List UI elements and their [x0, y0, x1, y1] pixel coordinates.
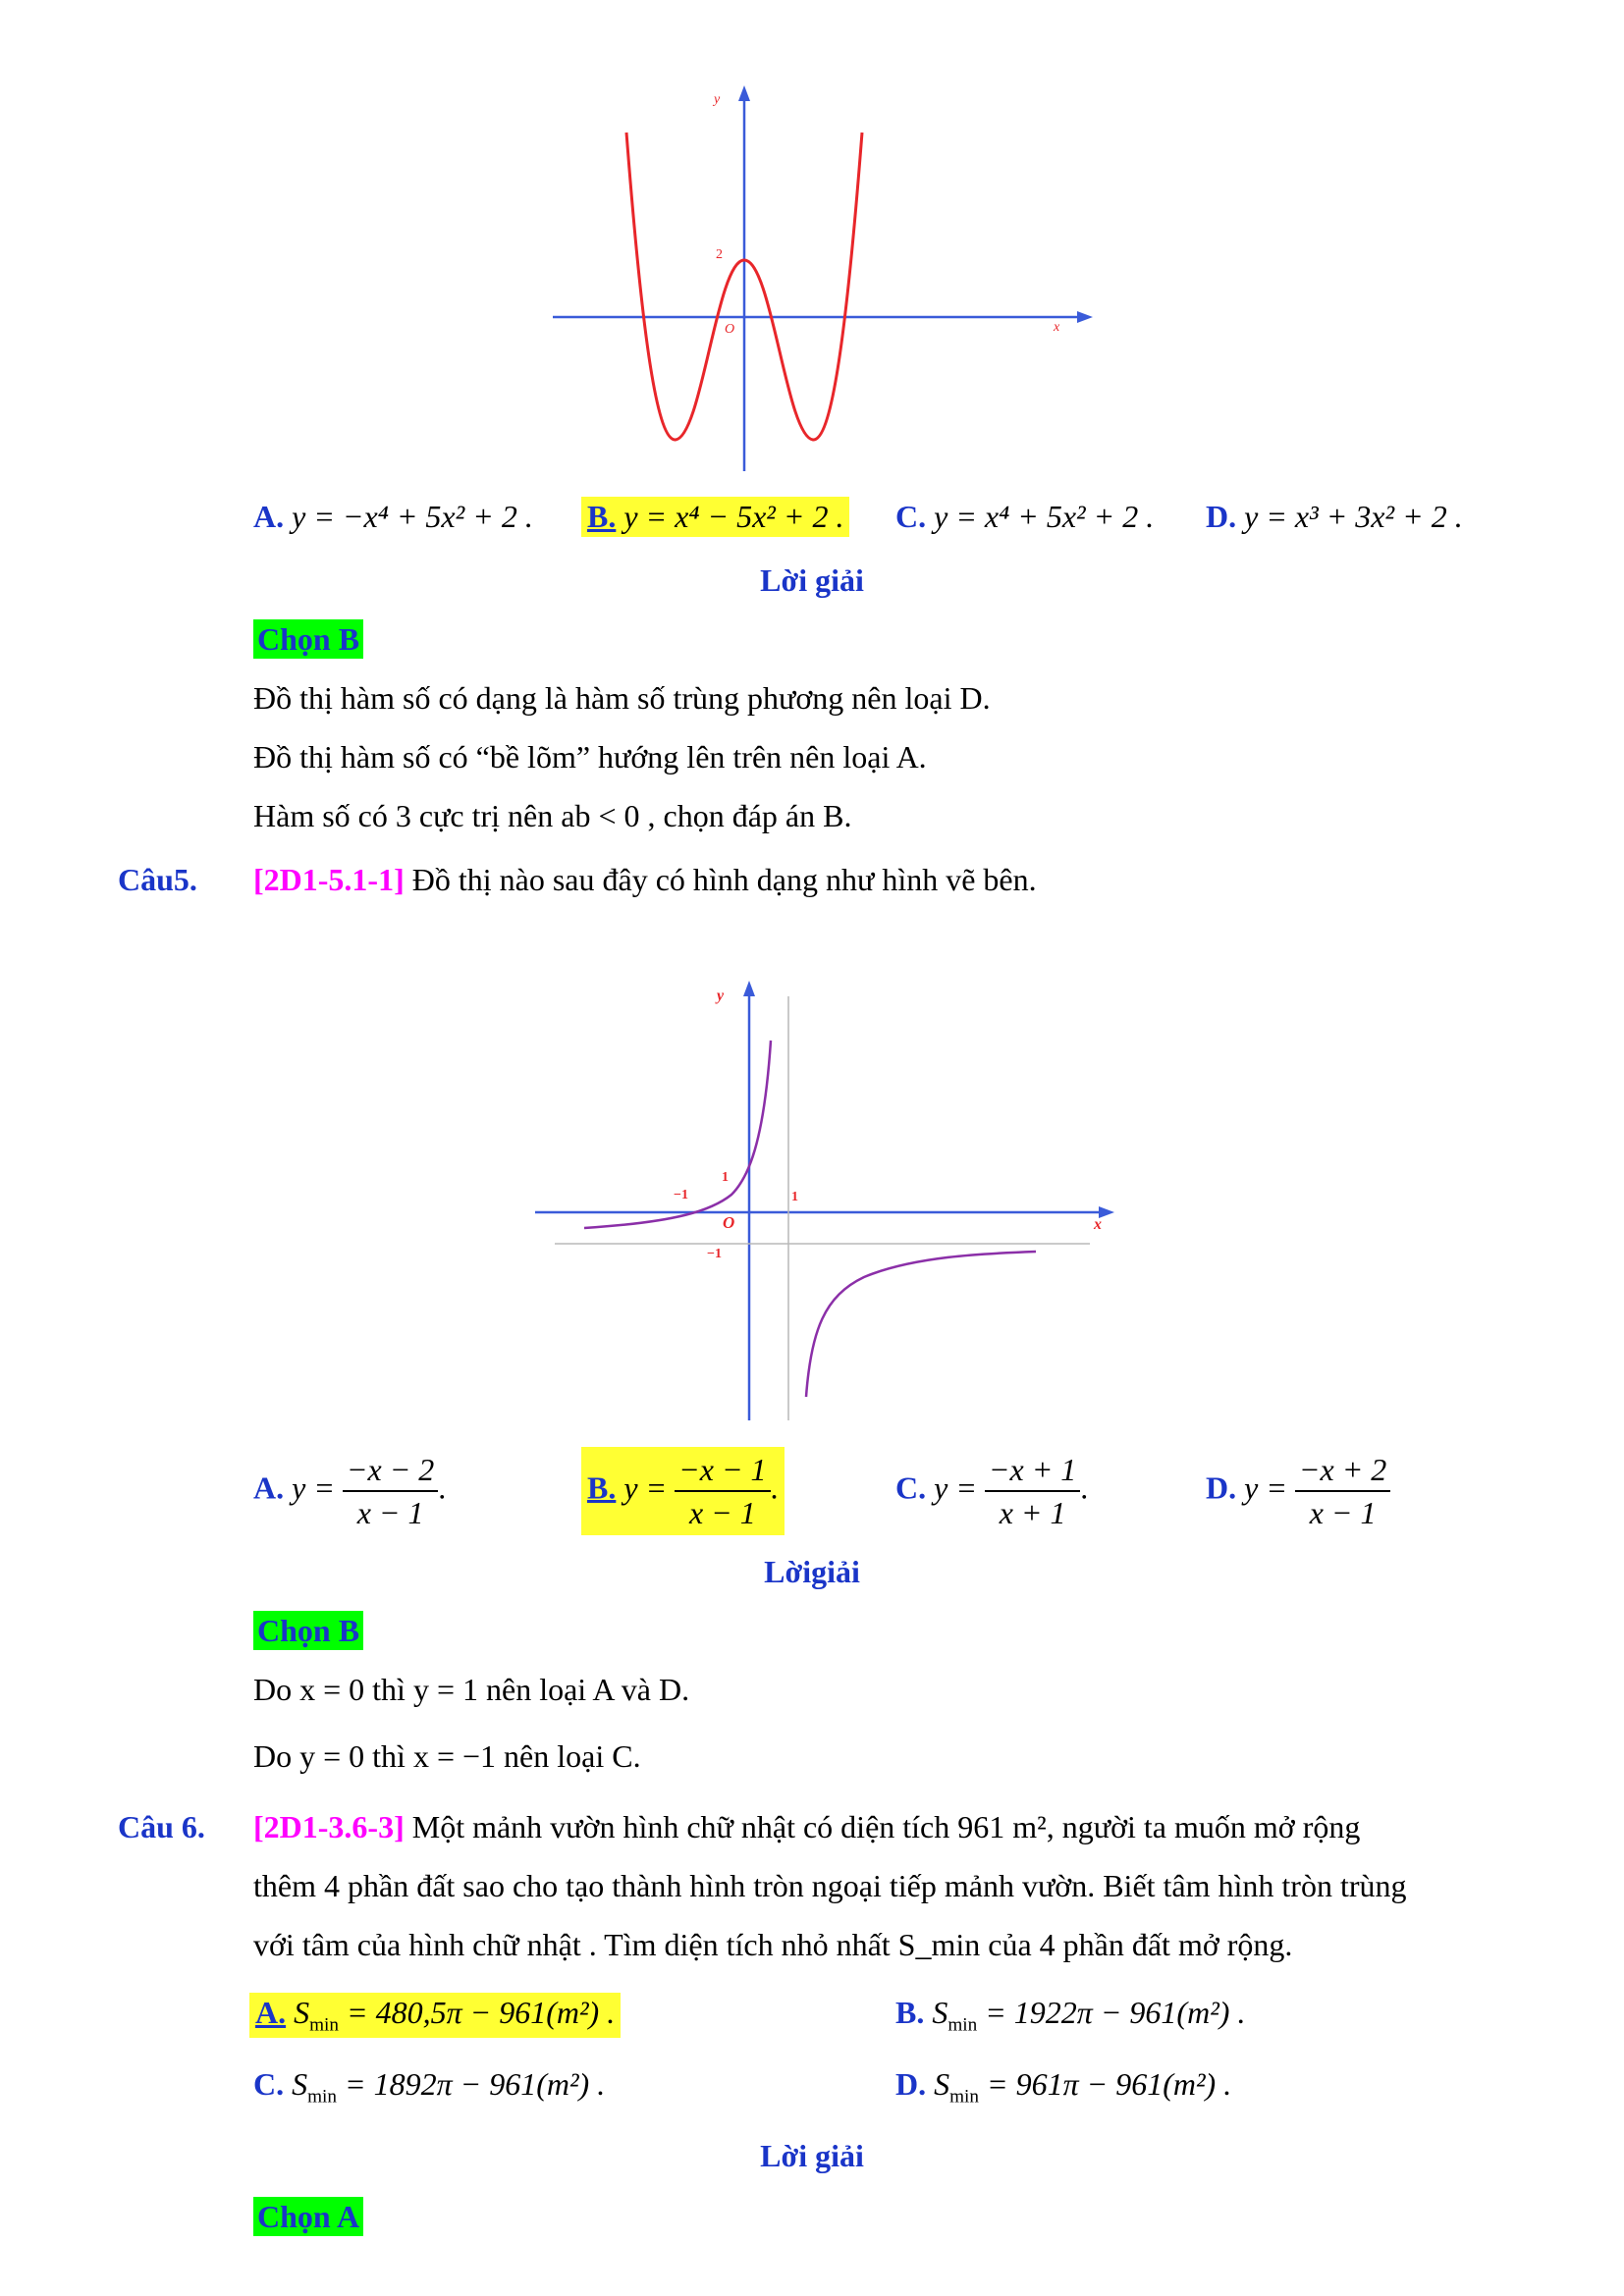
q4-line-1: Đồ thị hàm số có dạng là hàm số trùng phương nên loại D. [253, 680, 991, 716]
y-tick-neg1: −1 [707, 1247, 722, 1261]
q4-option-d[interactable] [1206, 499, 1463, 535]
q4-option-a[interactable] [253, 499, 533, 535]
q5-label: Câu5. [118, 862, 197, 897]
option-letter: C. [253, 2066, 285, 2102]
q5-option-c[interactable]: C. y = $\frac{-x + 1}{x + 1}$ . [895, 1452, 1089, 1530]
option-y: y = [292, 1469, 335, 1506]
q6-option-d[interactable] [895, 2066, 1231, 2108]
q5-option-d[interactable] [1206, 1451, 1390, 1531]
option-expr: = 1892π − 961(m²) . [344, 2066, 606, 2102]
q6-option-c[interactable] [253, 2066, 605, 2108]
option-letter: B. [895, 1995, 925, 2030]
q4-option-b[interactable] [581, 497, 849, 537]
q4-option-c[interactable] [895, 499, 1154, 535]
numerator: −x + 2 [1295, 1451, 1390, 1492]
chosen-badge: Chọn B [253, 619, 363, 659]
origin-label: O [725, 322, 735, 337]
option-y: y = [934, 1469, 977, 1506]
y-tick-2: 2 [716, 247, 723, 262]
y-axis-arrow [743, 981, 755, 996]
option-expr: y = x⁴ + 5x² + 2 . [934, 499, 1155, 534]
option-expr: = 480,5π − 961(m²) . [346, 1995, 616, 2030]
option-expr: y = x⁴ − 5x² + 2 . [623, 499, 844, 534]
chosen-badge: Chọn B [253, 1611, 363, 1650]
option-letter: A. [255, 1995, 287, 2030]
option-letter: A. [253, 1469, 285, 1506]
option-expr: = 961π − 961(m²) . [986, 2066, 1232, 2102]
q5-option-b[interactable]: B. y = $\frac{-x - 1}{x - 1}$ . [581, 1447, 785, 1535]
x-axis-label: x [1094, 1216, 1102, 1233]
s-min-symbol: $S_{min}$ [292, 2066, 337, 2108]
q5-text: Đồ thị nào sau đây có hình dạng như hình vẽ bên. [411, 862, 1037, 897]
option-y: y = [1244, 1469, 1287, 1506]
numerator: −x + 1 [985, 1451, 1080, 1492]
origin-label: O [723, 1213, 735, 1232]
q6-question-line-2: thêm 4 phần đất sao cho tạo thành hình tròn ngoại tiếp mảnh vườn. Biết tâm hình tròn trùng [253, 1868, 1407, 1903]
denominator: x − 1 [1309, 1495, 1377, 1530]
q5-line-2: Do y = 0 thì x = −1 nên loại C. [253, 1738, 641, 1774]
q6-text-1: Một mảnh vườn hình chữ nhật có diện tích 961 m², người ta muốn mở rộng [411, 1809, 1361, 1844]
q6-question-line-1 [253, 1809, 1520, 1845]
option-expr: y = −x⁴ + 5x² + 2 . [292, 499, 533, 534]
q6-label: Câu 6. [118, 1809, 205, 1844]
q6-option-b[interactable] [895, 1995, 1245, 2036]
q4-solution-title: Lời giải [760, 562, 864, 598]
option-fraction [985, 1451, 1080, 1531]
numerator: −x − 1 [675, 1451, 770, 1492]
option-letter: D. [1206, 499, 1237, 534]
s-min-symbol: $S_{min}$ [294, 1995, 339, 2036]
q4-line-2: Đồ thị hàm số có “bề lõm” hướng lên trên nên loại A. [253, 739, 927, 774]
x-tick-1: 1 [791, 1190, 798, 1204]
option-fraction [343, 1451, 438, 1531]
s-min-symbol: $S_{min}$ [934, 2066, 979, 2108]
option-fraction [675, 1451, 770, 1531]
option-letter: D. [895, 2066, 927, 2102]
option-y: y = [623, 1469, 668, 1506]
y-tick-1: 1 [722, 1170, 729, 1185]
q5-option-a[interactable]: A. y = $\frac{-x - 2}{x - 1}$ . [253, 1452, 447, 1530]
option-fraction [1295, 1451, 1390, 1531]
chosen-badge: Chọn A [253, 2197, 363, 2236]
option-letter: D. [1206, 1469, 1237, 1506]
numerator: −x − 2 [343, 1451, 438, 1492]
q6-option-a[interactable] [249, 1993, 621, 2038]
option-letter: C. [895, 499, 927, 534]
q5-line-1: Do x = 0 thì y = 1 nên loại A và D. [253, 1672, 690, 1707]
option-expr: = 1922π − 961(m²) . [985, 1995, 1246, 2030]
denominator: x + 1 [999, 1495, 1066, 1530]
q6-tag: [2D1-3.6-3] [253, 1809, 405, 1844]
q6-chosen [253, 2199, 363, 2235]
q6-solution-title: Lời giải [760, 2138, 864, 2173]
q5-chosen [253, 1613, 363, 1649]
option-letter: B. [587, 499, 617, 534]
option-expr: y = x³ + 3x² + 2 . [1244, 499, 1463, 534]
quartic-graph [545, 83, 1095, 476]
q5-solution-title: Lờigiải [764, 1554, 860, 1589]
q4-line-3: Hàm số có 3 cực trị nên ab < 0 , chọn đáp án B. [253, 798, 852, 833]
q5-tag: [2D1-5.1-1] [253, 862, 405, 897]
y-axis-arrow [738, 85, 750, 101]
denominator: x − 1 [356, 1495, 424, 1530]
q4-chosen [253, 621, 363, 658]
q6-question-line-3: với tâm của hình chữ nhật . Tìm diện tích nhỏ nhất S_min của 4 phần đất mở rộng. [253, 1927, 1293, 1962]
x-axis-arrow [1077, 311, 1093, 323]
hyperbola-right-branch [806, 1252, 1036, 1397]
hyperbola-graph [530, 977, 1119, 1428]
x-axis-label: x [1054, 320, 1060, 335]
y-axis-label: y [717, 988, 725, 1004]
denominator: x − 1 [688, 1495, 756, 1530]
option-letter: C. [895, 1469, 927, 1506]
x-tick-neg1: −1 [674, 1188, 688, 1202]
option-letter: B. [587, 1469, 617, 1506]
y-axis-label: y [714, 92, 721, 107]
option-letter: A. [253, 499, 285, 534]
q5-question [253, 862, 1037, 898]
s-min-symbol: $S_{min}$ [932, 1995, 978, 2036]
